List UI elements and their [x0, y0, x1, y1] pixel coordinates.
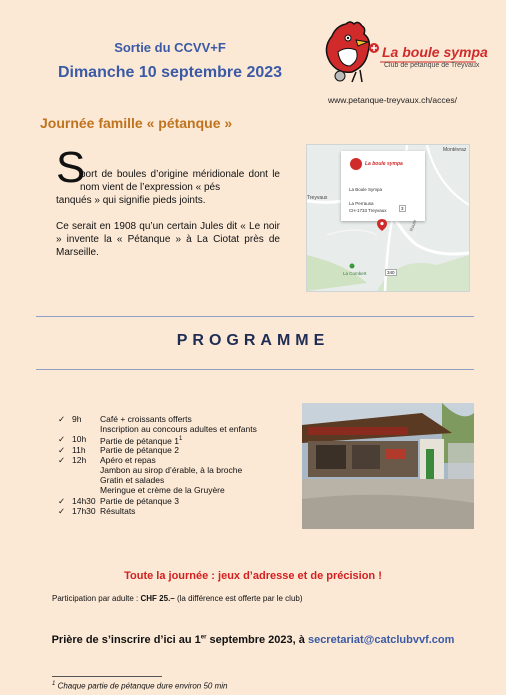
programme-time: 17h30 [72, 505, 96, 516]
participation-price: CHF 25.– [140, 594, 175, 603]
footnote-mark: 1 [52, 681, 56, 687]
programme-item-text: Inscription au concours adultes et enfants [100, 424, 257, 435]
participation-label: Participation par adulte : [52, 594, 141, 603]
participation-note: (la différence est offerte par le club) [174, 594, 303, 603]
programme-time: 12h [72, 454, 87, 465]
footnote [52, 681, 227, 691]
map-label-treyvaux: Treyvaux [307, 195, 328, 201]
map-label-road: Route [408, 218, 418, 233]
programme-item-text: Gratin et salades [100, 475, 165, 486]
rooster-logo-icon [349, 157, 363, 171]
event-date: Dimanche 10 septembre 2023 [57, 64, 283, 81]
map-poi-icon [349, 263, 355, 269]
programme-time: 9h [72, 414, 82, 424]
check-icon: ✓ [58, 495, 66, 506]
programme-item-text: Meringue et crème de la Gruyère [100, 485, 225, 496]
logo-tagline: Club de pétanque de Treyvaux [384, 62, 480, 69]
programme-title: PROGRAMME [176, 332, 330, 349]
registration-email-link[interactable]: secretariat@catclubvvf.com [307, 634, 455, 646]
check-icon: ✓ [58, 414, 66, 424]
check-icon: ✓ [58, 454, 66, 465]
club-url[interactable]: www.petanque-treyvaux.ch/acces/ [328, 95, 457, 105]
intro-continuation: tanqués » qui signifie pieds joints. [56, 195, 206, 206]
map-label-combert: La Combert [343, 271, 367, 276]
programme-item [100, 475, 164, 485]
programme-item [100, 506, 135, 516]
registration-after: septembre 2023, à [206, 634, 308, 646]
registration-before: Prière de s’inscrire d’ici au 1 [51, 634, 201, 646]
map-road-number: 340 [387, 270, 395, 275]
programme-time: 11h [72, 444, 86, 455]
logo-name: La boule sympa [382, 44, 488, 60]
check-icon: ✓ [58, 444, 66, 455]
all-day-highlight: Toute la journée : jeux d’adresse et de précision ! [124, 570, 382, 582]
event-title: Sortie du CCVV+F [114, 40, 226, 55]
history-paragraph: Ce serait en 1908 qu’un certain Jules dit « Le noir » invente la « Pétanque » à La Ciotat près de Marseille. [56, 221, 280, 258]
map-label-montevraz: Montévraz [443, 147, 467, 153]
programme-time: 10h [72, 434, 87, 445]
programme-item-text: Partie de pétanque 3 [100, 495, 179, 506]
footnote-text: Chaque partie de pétanque dure environ 50 min [55, 681, 228, 691]
programme-item [100, 485, 225, 495]
programme-item [100, 496, 179, 506]
location-map[interactable] [306, 144, 470, 292]
rooster-logo-icon [326, 22, 369, 82]
event-subtitle: Journée famille « pétanque » [40, 115, 233, 131]
programme-item-text: Café + croissants offerts [100, 414, 192, 424]
drop-cap: S [56, 143, 86, 192]
venue-photo-image [302, 403, 474, 529]
programme-item [100, 445, 179, 455]
intro-paragraph: port de boules d’origine méridionale dont le nom vient de l’expression « pés [80, 169, 280, 193]
programme-item-text: Jambon au sirop d’érable, à la broche [100, 464, 243, 475]
map-info-card: La boule sympa La Boule Sympa La Perrausa CH-1733 Treyvaux [341, 151, 425, 221]
check-icon: ✓ [58, 505, 66, 516]
programme-item [100, 455, 156, 465]
programme-item [100, 424, 257, 434]
map-road-number: 3 [401, 206, 404, 211]
venue-photo [302, 403, 474, 529]
programme-item [100, 414, 192, 424]
registration-sup: er [200, 634, 207, 641]
check-icon: ✓ [58, 434, 66, 445]
programme-item [100, 465, 242, 475]
programme-item-text: Partie de pétanque 2 [100, 444, 179, 455]
programme-item-text: Résultats [100, 505, 136, 516]
registration-line [0, 634, 506, 646]
footnote-divider [52, 676, 162, 677]
map-pin-icon [377, 219, 387, 231]
programme-item-text: Partie de pétanque 1 [100, 436, 179, 447]
programme-item-text: Apéro et repas [100, 454, 156, 465]
participation-line [52, 594, 303, 603]
programme-time: 14h30 [72, 495, 96, 506]
footnote-ref: 1 [178, 436, 183, 443]
